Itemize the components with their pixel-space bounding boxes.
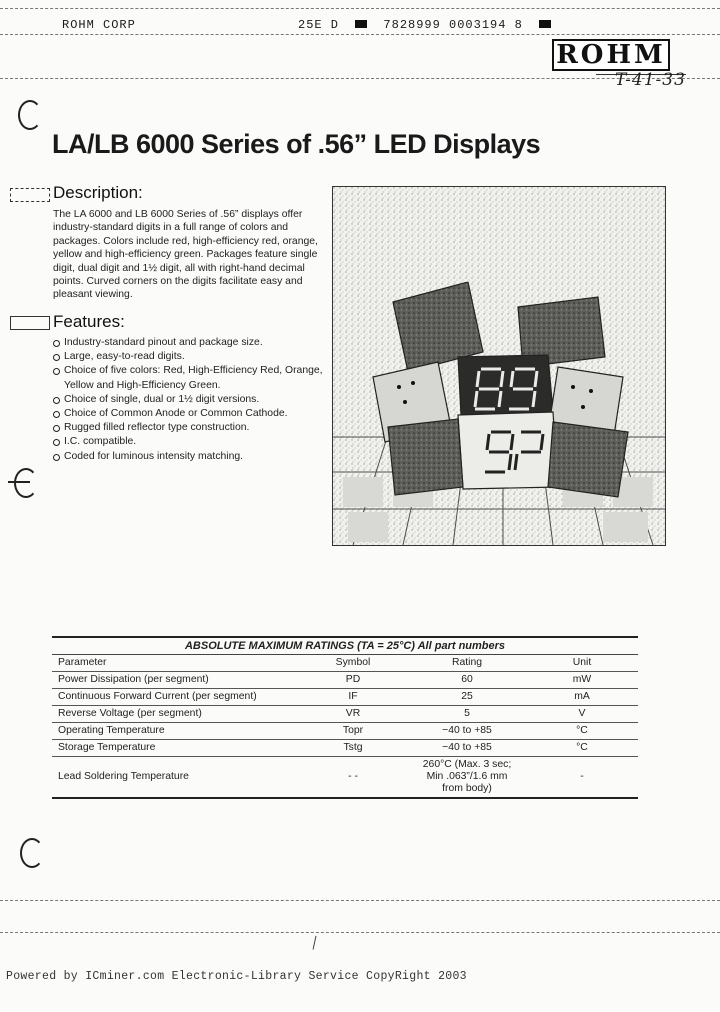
list-item: Large, easy-to-read digits. xyxy=(52,350,332,364)
cell-symbol: PD xyxy=(345,674,361,685)
features-list xyxy=(52,336,332,464)
doc-code: 25E D xyxy=(298,18,340,32)
list-item: Choice of single, dual or 1½ digit versions. xyxy=(52,393,332,407)
table-header-row xyxy=(52,655,638,672)
features-heading: Features: xyxy=(53,312,125,331)
batch-number: 7828999 0003194 8 xyxy=(383,18,523,32)
cell-unit: V xyxy=(578,708,586,719)
cell-rating: 25 xyxy=(461,691,473,702)
cell-rating: −40 to +85 xyxy=(442,742,492,753)
list-item: Industry-standard pinout and package size. xyxy=(52,336,332,350)
column-header-unit: Unit xyxy=(572,657,592,668)
cell-unit: °C xyxy=(576,725,588,736)
scan-border-bottom xyxy=(0,932,720,933)
cell-unit: °C xyxy=(576,742,588,753)
column-header-rating: Rating xyxy=(451,657,483,668)
table-row xyxy=(52,757,638,799)
section-marker xyxy=(10,188,50,202)
led-display-illustration xyxy=(333,187,665,545)
stray-mark xyxy=(313,936,320,951)
list-item: Coded for luminous intensity matching. xyxy=(52,450,332,464)
cell-parameter: Continuous Forward Current (per segment) xyxy=(58,691,257,702)
list-item: Choice of five colors: Red, High-Efficiency Red, Orange, Yellow and High-Efficiency Green. xyxy=(52,364,332,392)
column-header-symbol: Symbol xyxy=(335,657,371,668)
list-item: Rugged filled reflector type construction. xyxy=(52,421,332,435)
table-row xyxy=(52,689,638,706)
footer-watermark: Powered by ICminer.com Electronic-Library Service CopyRight 2003 xyxy=(6,970,467,983)
barcode-mark xyxy=(355,20,367,28)
cell-parameter: Storage Temperature xyxy=(58,742,156,753)
absolute-maximum-ratings-table xyxy=(52,636,638,799)
batch-code-line xyxy=(298,18,551,32)
cell-rating: −40 to +85 xyxy=(442,725,492,736)
section-marker xyxy=(10,316,50,330)
rohm-logo: ROHM xyxy=(552,39,670,71)
cell-unit: mA xyxy=(574,691,590,702)
cell-rating: 5 xyxy=(464,708,470,719)
cell-symbol: IF xyxy=(348,691,358,702)
cell-rating: 260°C (Max. 3 sec; Min .063”/1.6 mm from body) xyxy=(422,759,512,794)
cell-parameter: Lead Soldering Temperature xyxy=(58,771,189,782)
product-photo xyxy=(332,186,666,546)
description-heading: Description: xyxy=(53,183,143,202)
table-row xyxy=(52,723,638,740)
punch-hole-mark xyxy=(8,481,30,483)
cell-symbol: VR xyxy=(345,708,361,719)
cell-symbol: Topr xyxy=(342,725,364,736)
punch-hole-icon xyxy=(18,100,42,130)
company-code: ROHM CORP xyxy=(62,18,136,32)
cell-symbol: - - xyxy=(348,771,358,782)
list-item: Choice of Common Anode or Common Cathode. xyxy=(52,407,332,421)
cell-parameter: Reverse Voltage (per segment) xyxy=(58,708,202,719)
cell-unit: - xyxy=(580,771,584,782)
handwritten-code: T-41-33 xyxy=(615,70,686,90)
punch-hole-icon xyxy=(20,838,44,868)
cell-parameter: Operating Temperature xyxy=(58,725,165,736)
table-row xyxy=(52,740,638,757)
punch-hole-icon xyxy=(14,468,38,498)
cell-rating: 60 xyxy=(461,674,473,685)
header-border-mid xyxy=(0,34,720,35)
list-item: I.C. compatible. xyxy=(52,435,332,449)
page-title: LA/LB 6000 Series of .56” LED Displays xyxy=(52,129,541,159)
cell-parameter: Power Dissipation (per segment) xyxy=(58,674,209,685)
table-row xyxy=(52,706,638,723)
header-border-top xyxy=(0,8,720,9)
description-body: The LA 6000 and LB 6000 Series of .56” displays offer industry-standard digits in a full range of colors and packages. Colors include red, high-efficiency red, orange, yellow and high-efficiency green. Packages feature single digit, dual digit and 1½ digit, all with right-hand decimal points. Curved corners on the digits facilitate easy and pleasant viewing. xyxy=(53,209,318,301)
cell-symbol: Tstg xyxy=(343,742,363,753)
barcode-mark-end xyxy=(539,20,551,28)
table-row xyxy=(52,672,638,689)
scan-border-top xyxy=(0,900,720,901)
table-title: ABSOLUTE MAXIMUM RATINGS (TA = 25°C) All part numbers xyxy=(52,636,638,655)
cell-unit: mW xyxy=(572,674,592,685)
header-border-bottom xyxy=(0,78,720,79)
column-header-parameter: Parameter xyxy=(58,657,107,668)
